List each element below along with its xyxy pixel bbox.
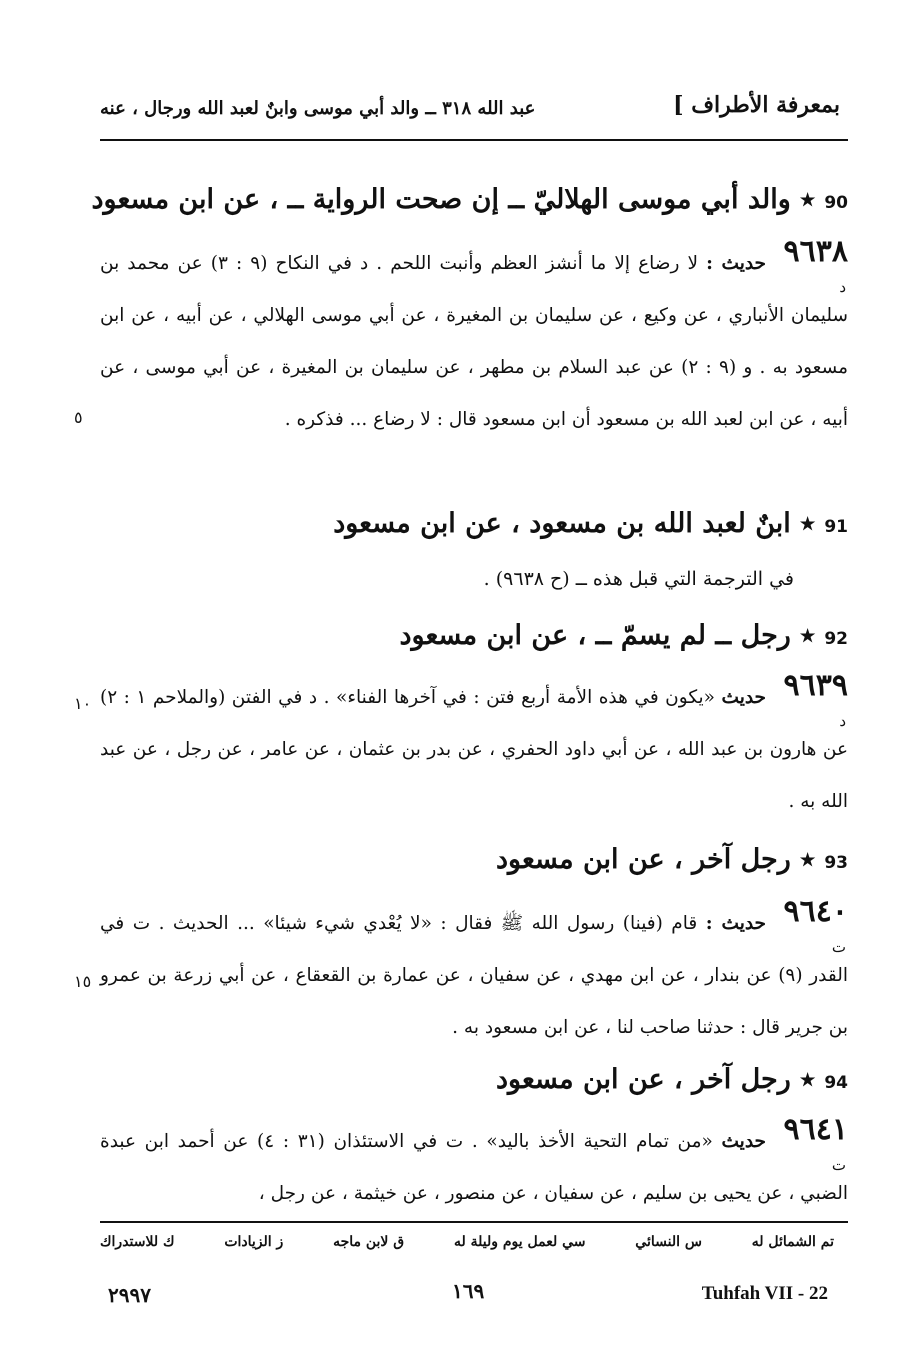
- hadith-body: قام (فينا) رسول الله ﷺ فقال : «لا يُعْدي شيء شيئا» ... الحديث . ت في القدر (٩) عن بندار ، عن ابن مهدي ، عن سفيان ، عن عمارة بن القعقاع ، عن أبي زرعة بن عمرو بن جرير قال : حدثنا صاحب لنا ، عن ابن مسعود به .: [100, 913, 848, 1038]
- cross-reference-note: في الترجمة التي قبل هذه ــ (ح ٩٦٣٨) .: [483, 568, 794, 590]
- footer-rule: [100, 1221, 848, 1223]
- line-number: ٥: [74, 408, 83, 427]
- hadith-block-9639: [100, 668, 848, 828]
- abbreviation-item: ك للاستدراك: [100, 1234, 175, 1250]
- section-title: والد أبي موسى الهلاليّ ــ إن صحت الرواية ــ ، عن ابن مسعود: [91, 184, 791, 215]
- collection-siglum: ت: [831, 938, 846, 956]
- section-number: 90: [824, 193, 848, 213]
- line-number: ١٥: [74, 972, 92, 991]
- section-number: 92: [824, 629, 848, 649]
- section-heading-90: [91, 184, 848, 215]
- hadith-body: لا رضاع إلا ما أنشز العظم وأنبت اللحم . د في النكاح (٩ : ٣) عن محمد بن سليمان الأنباري ، عن وكيع ، عن سليمان بن المغيرة ، عن أبي موسى الهلالي ، عن أبيه ، عن ابن مسعود به . و (٩ : ٢) عن عبد السلام بن مطهر ، عن سليمان بن المغيرة ، عن أبي موسى ، عن أبيه ، عن ابن لعبد الله بن مسعود أن ابن مسعود قال : لا رضاع ... فذكره .: [100, 253, 848, 430]
- section-title: رجل آخر ، عن ابن مسعود: [496, 844, 791, 875]
- abbreviation-item: سي لعمل يوم وليلة له: [453, 1234, 586, 1250]
- section-number: 93: [824, 853, 848, 873]
- hadith-block-9641: [100, 1112, 848, 1220]
- collection-siglum: د: [839, 278, 846, 296]
- hadith-body: «من تمام التحية الأخذ باليد» . ت في الاستئذان (٣١ : ٤) عن أحمد ابن عبدة الضبي ، عن يحيى بن سليم ، عن سفيان ، عن منصور ، عن خيثمة ، عن رجل ،: [100, 1131, 848, 1204]
- hadith-text: [100, 1116, 848, 1220]
- star-icon: ٭: [800, 184, 815, 215]
- abbreviation-item: ز الزيادات: [224, 1234, 284, 1250]
- section-heading-93: [496, 844, 848, 875]
- header-section-range: عبد الله ٣١٨ ــ والد أبي موسى وابنٌ لعبد الله ورجال ، عنه: [100, 98, 536, 119]
- hadith-body: «يكون في هذه الأمة أربع فتن : في آخرها الفناء» . د في الفتن (والملاحم ١ : ٢) عن هارون بن عبد الله ، عن أبي داود الحفري ، عن بدر بن عثمان ، عن عامر ، عن رجل ، عن عبد الله به .: [100, 687, 848, 812]
- abbreviation-item: تم الشمائل له: [751, 1234, 834, 1250]
- footer-serial-number: ٢٩٩٧: [108, 1283, 151, 1307]
- line-number: ١٠: [74, 694, 92, 713]
- hadith-number: ٩٦٤١: [783, 1112, 848, 1147]
- hadith-text: [100, 238, 848, 446]
- hadith-label: حديث :: [705, 913, 766, 934]
- abbreviation-item: س النسائي: [635, 1234, 702, 1250]
- running-header: [100, 92, 840, 132]
- hadith-number: ٩٦٣٩: [783, 668, 848, 703]
- collection-siglum: ت: [831, 1156, 846, 1174]
- star-icon: ٭: [800, 620, 815, 651]
- section-title: رجل ــ لم يسمّ ــ ، عن ابن مسعود: [399, 620, 791, 651]
- page-number: ١٦٩: [452, 1279, 485, 1303]
- star-icon: ٭: [800, 844, 815, 875]
- section-number: 94: [824, 1073, 848, 1093]
- hadith-number: ٩٦٣٨: [783, 234, 848, 269]
- hadith-text: [100, 672, 848, 828]
- section-number: 91: [824, 517, 848, 537]
- hadith-text: [100, 898, 848, 1054]
- header-book-title: بمعرفة الأطراف ]: [673, 92, 840, 118]
- hadith-block-9638: [100, 234, 848, 446]
- collection-siglum: د: [839, 712, 846, 730]
- footer-volume-label: Tuhfah VII - 22: [701, 1283, 828, 1304]
- header-rule: [100, 139, 848, 141]
- hadith-label: حديث: [721, 687, 766, 708]
- star-icon: ٭: [800, 508, 815, 539]
- section-heading-94: [496, 1064, 848, 1095]
- hadith-label: حديث: [721, 1131, 766, 1152]
- hadith-block-9640: [100, 894, 848, 1054]
- section-heading-91: [333, 508, 848, 539]
- star-icon: ٭: [800, 1064, 815, 1095]
- hadith-number: ٩٦٤٠: [783, 894, 848, 929]
- abbreviation-item: ق لابن ماجه: [333, 1234, 405, 1250]
- abbreviation-key: [100, 1234, 834, 1250]
- section-title: رجل آخر ، عن ابن مسعود: [496, 1064, 791, 1095]
- hadith-label: حديث :: [706, 253, 766, 274]
- section-heading-92: [400, 620, 848, 651]
- section-title: ابنٌ لعبد الله بن مسعود ، عن ابن مسعود: [333, 508, 791, 539]
